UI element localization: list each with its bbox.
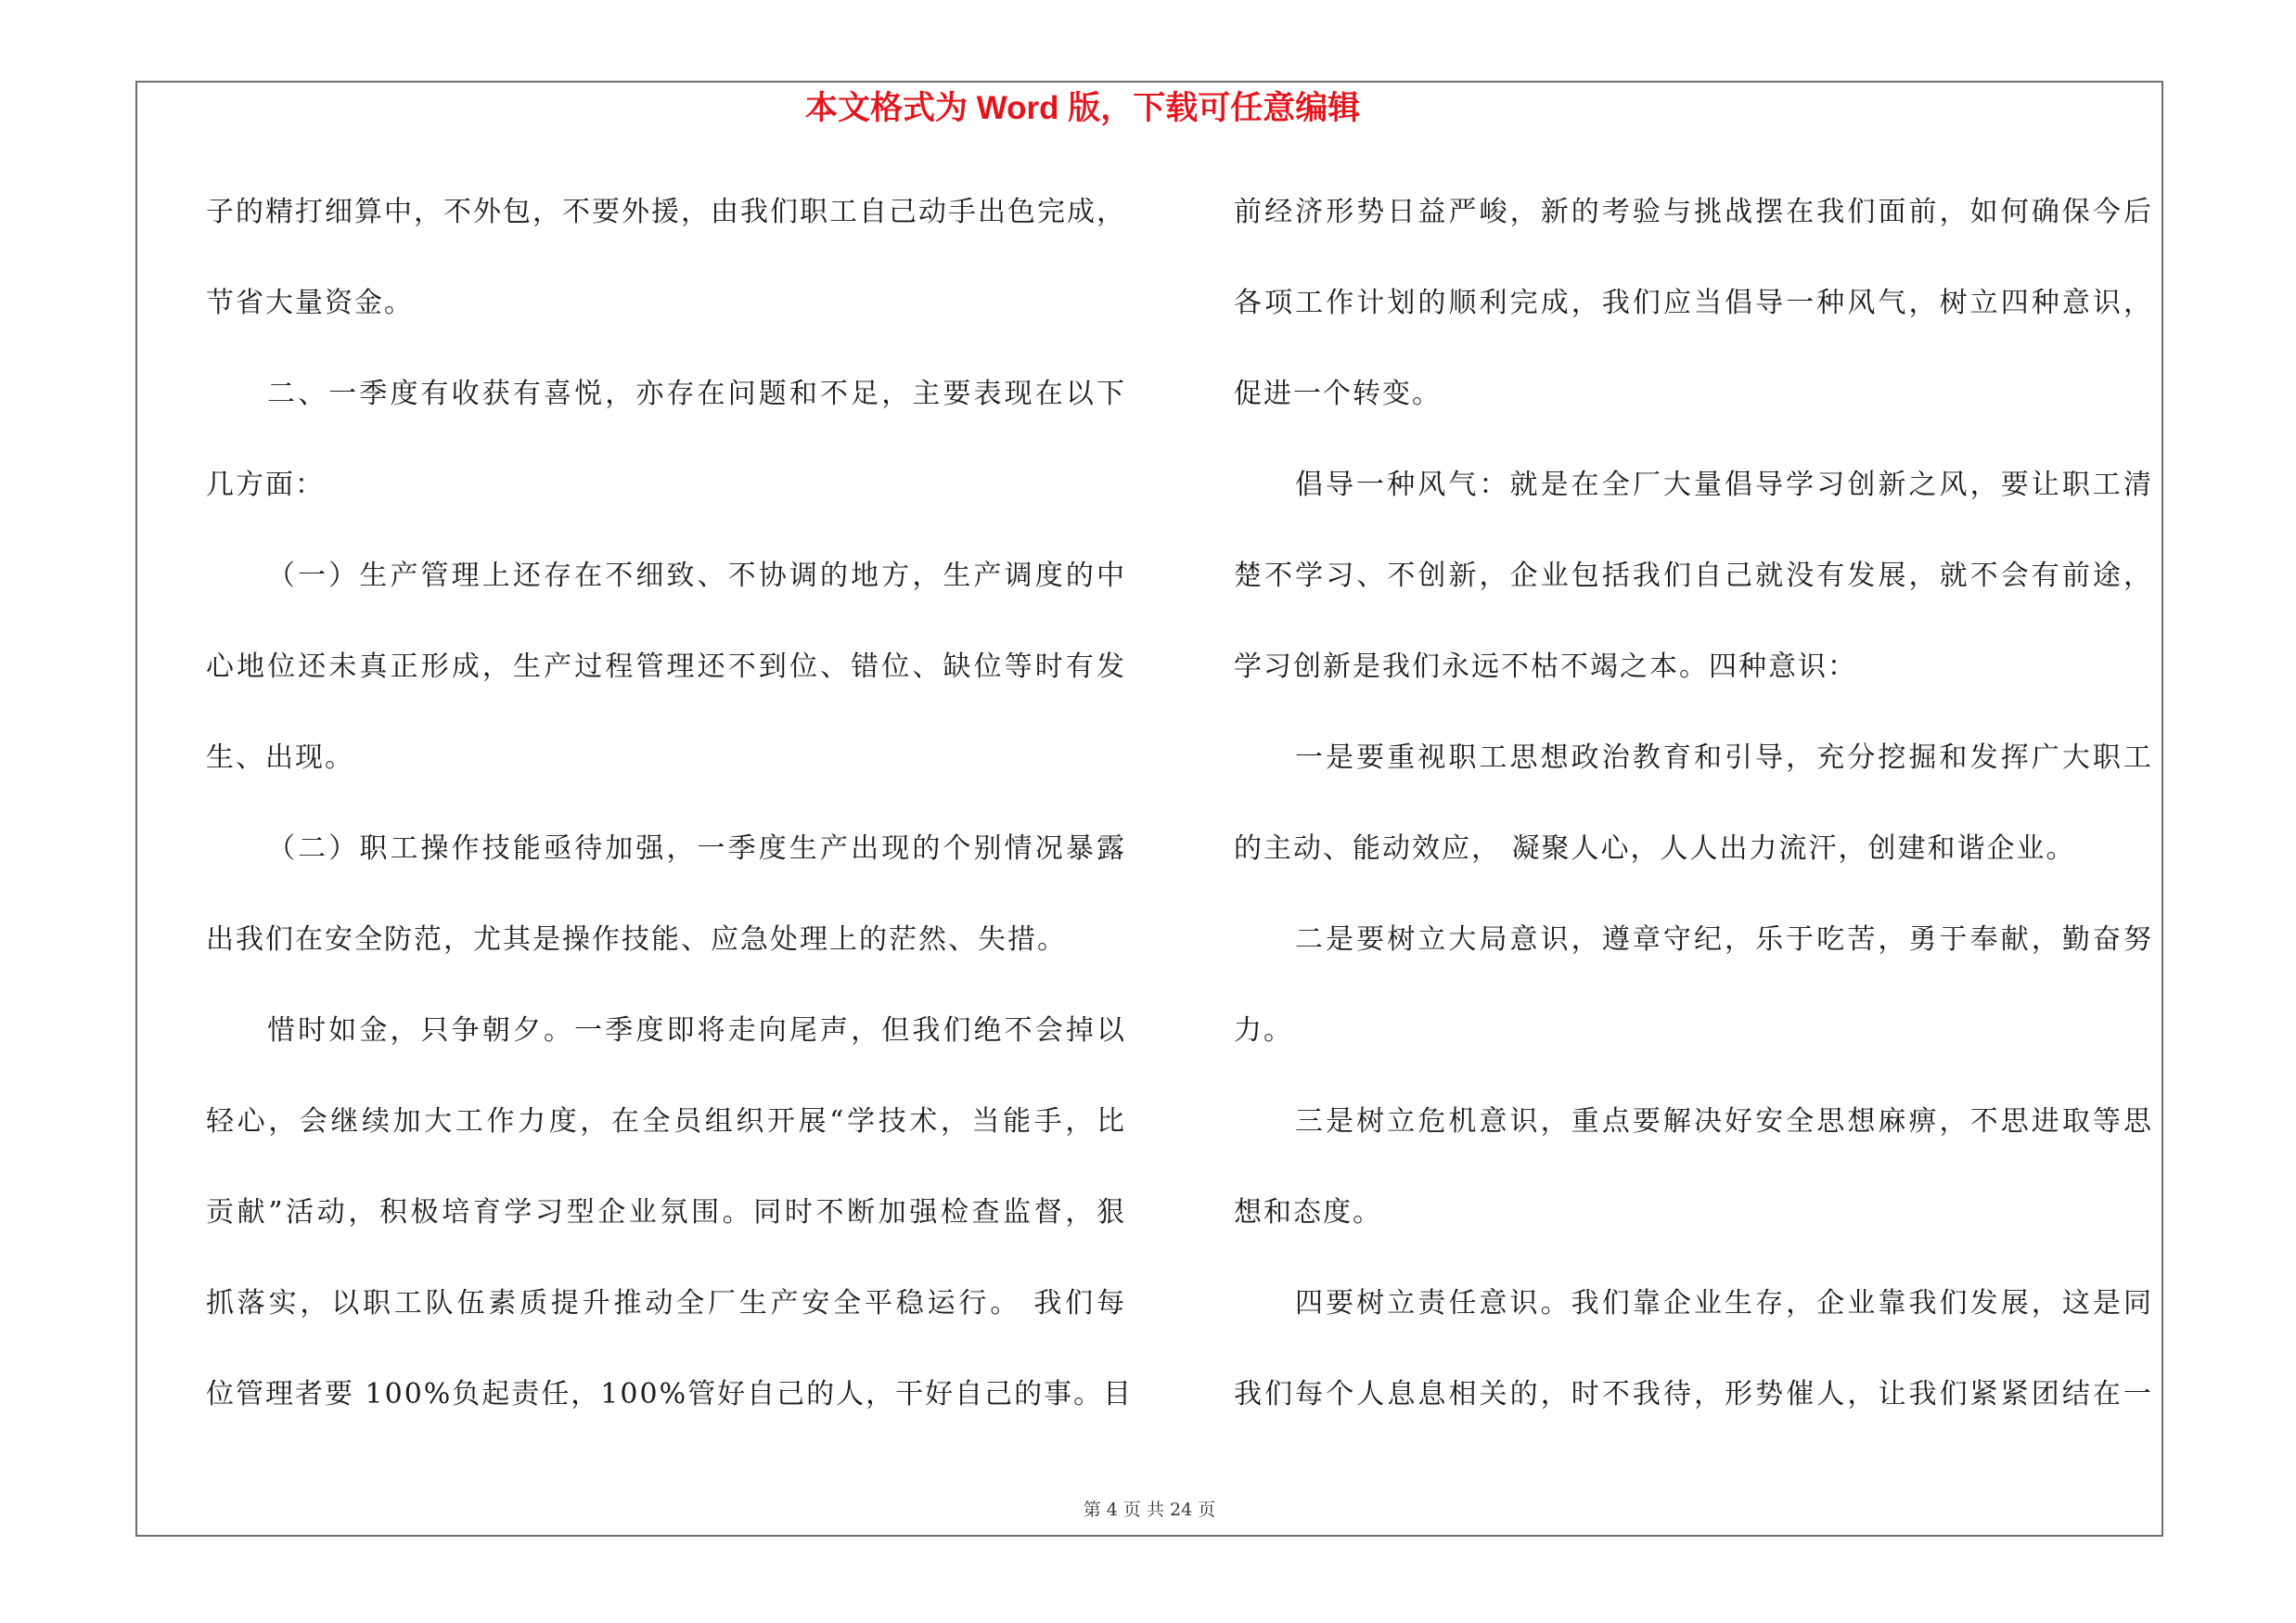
text-line: 我们每个人息息相关的，时不我待，形势催人，让我们紧紧团结在一 bbox=[1234, 1378, 2153, 1410]
text-line: 力。 bbox=[1234, 1014, 1293, 1047]
text-line: （一）生产管理上还存在不细致、不协调的地方，生产调度的中 bbox=[267, 560, 1126, 592]
right-column bbox=[1234, 167, 2153, 1440]
text-line: 子的精打细算中，不外包，不要外援，由我们职工自己动手出色完成， bbox=[206, 196, 1126, 228]
text-line: 生、出现。 bbox=[206, 741, 354, 774]
text-line: 四要树立责任意识。我们靠企业生存，企业靠我们发展，这是同 bbox=[1295, 1287, 2153, 1320]
text-line: 二、一季度有收获有喜悦，亦存在问题和不足，主要表现在以下 bbox=[267, 378, 1126, 410]
page-number: 第 4 页 共 24 页 bbox=[1083, 1500, 1216, 1520]
left-column bbox=[206, 167, 1134, 1440]
text-line: 一是要重视职工思想政治教育和引导，充分挖掘和发挥广大职工 bbox=[1295, 741, 2153, 774]
text-line: 轻心，会继续加大工作力度，在全员组织开展“学技术，当能手，比 bbox=[206, 1105, 1126, 1138]
text-line: 各项工作计划的顺利完成，我们应当倡导一种风气，树立四种意识， bbox=[1234, 287, 2153, 319]
text-line: （二）职工操作技能亟待加强，一季度生产出现的个别情况暴露 bbox=[267, 832, 1126, 865]
format-notice-banner: 本文格式为 Word 版，下载可任意编辑 bbox=[805, 90, 1361, 126]
text-line: 节省大量资金。 bbox=[206, 287, 414, 319]
text-line: 几方面： bbox=[206, 469, 325, 501]
text-line: 想和态度。 bbox=[1234, 1196, 1382, 1229]
text-line: 心地位还未真正形成，生产过程管理还不到位、错位、缺位等时有发 bbox=[206, 650, 1126, 683]
text-line: 倡导一种风气：就是在全厂大量倡导学习创新之风，要让职工清 bbox=[1295, 469, 2153, 501]
text-line: 的主动、能动效应， 凝聚人心，人人出力流汗，创建和谐企业。 bbox=[1234, 832, 2076, 865]
text-line: 位管理者要 100%负起责任，100%管好自己的人，干好自己的事。目 bbox=[206, 1378, 1134, 1410]
text-line: 三是树立危机意识，重点要解决好安全思想麻痹，不思进取等思 bbox=[1295, 1105, 2153, 1138]
text-line: 抓落实，以职工队伍素质提升推动全厂生产安全平稳运行。 我们每 bbox=[206, 1287, 1126, 1320]
text-line: 惜时如金，只争朝夕。一季度即将走向尾声，但我们绝不会掉以 bbox=[267, 1014, 1126, 1047]
text-line: 前经济形势日益严峻，新的考验与挑战摆在我们面前，如何确保今后 bbox=[1234, 196, 2153, 228]
text-line: 二是要树立大局意识，遵章守纪，乐于吃苦，勇于奉献，勤奋努 bbox=[1295, 923, 2153, 956]
text-line: 贡献”活动，积极培育学习型企业氛围。同时不断加强检查监督，狠 bbox=[206, 1196, 1126, 1229]
text-line: 促进一个转变。 bbox=[1234, 378, 1442, 410]
text-line: 出我们在安全防范，尤其是操作技能、应急处理上的茫然、失措。 bbox=[206, 923, 1067, 956]
text-line: 学习创新是我们永远不枯不竭之本。四种意识： bbox=[1234, 650, 1857, 683]
text-line: 楚不学习、不创新，企业包括我们自己就没有发展，就不会有前途， bbox=[1234, 560, 2153, 592]
